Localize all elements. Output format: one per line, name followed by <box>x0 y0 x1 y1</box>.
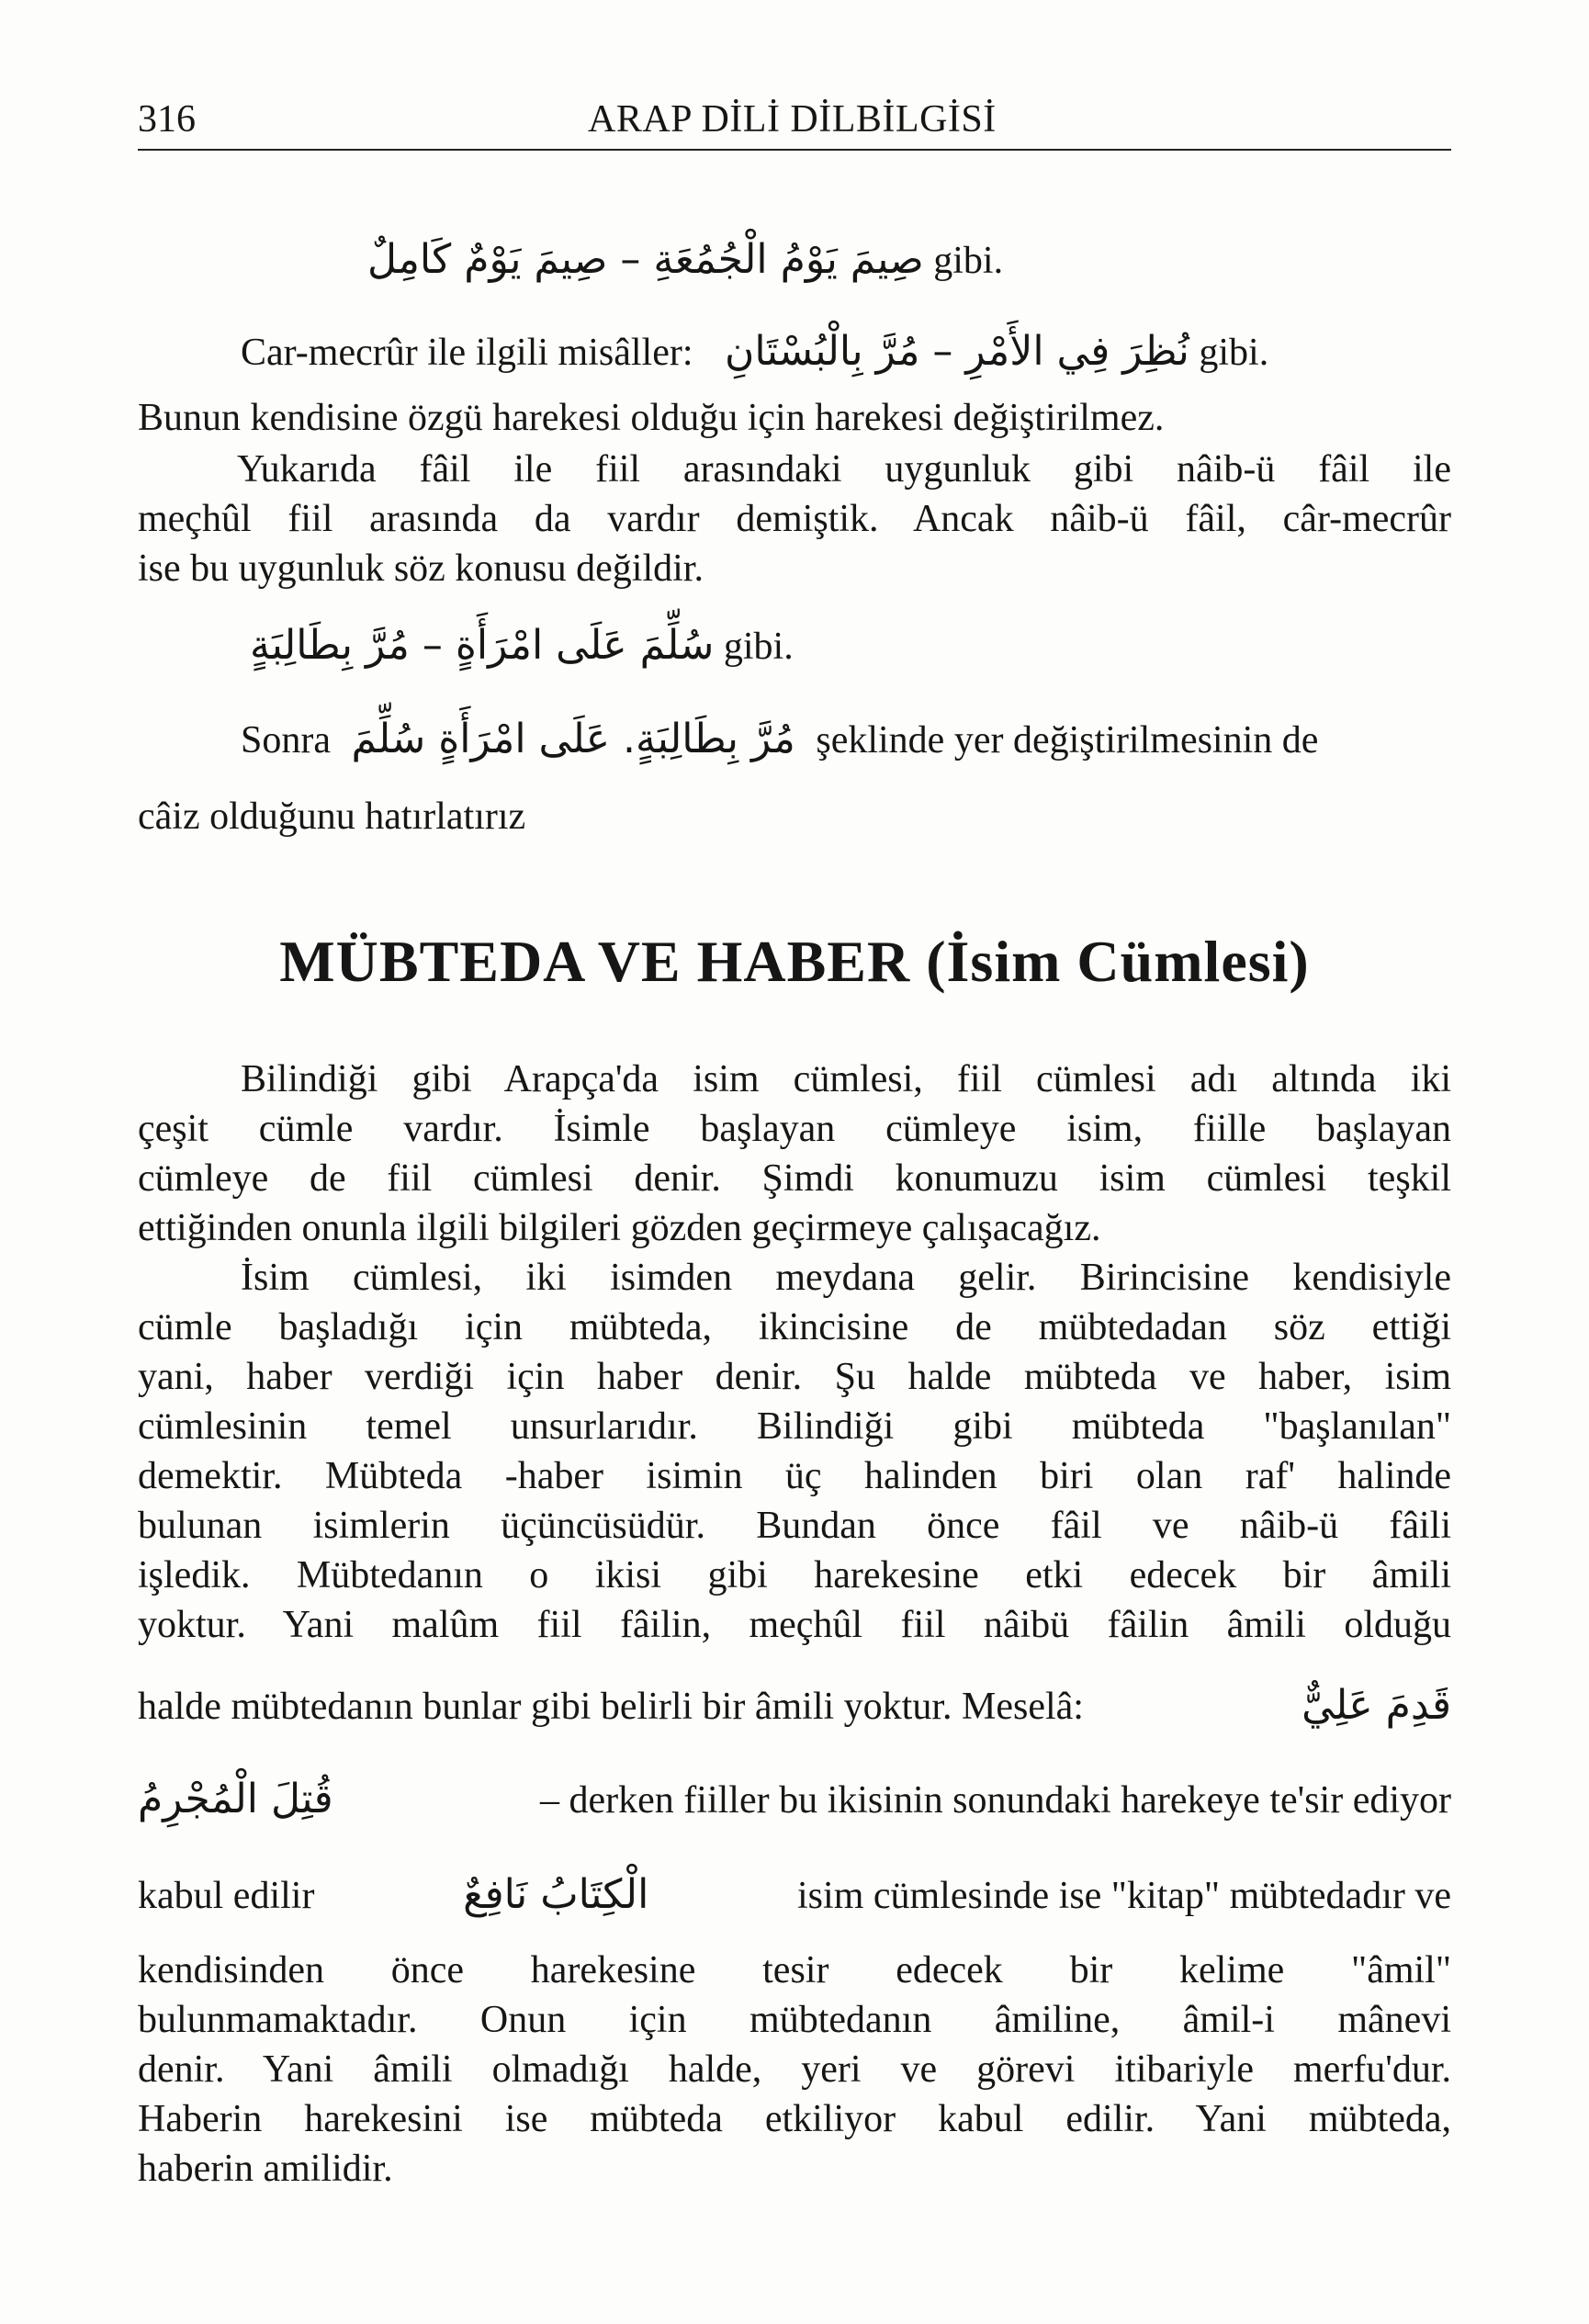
paragraph-1 <box>138 393 1451 443</box>
sonra-suffix: şeklinde yer değiştirilmesinin de <box>816 719 1319 762</box>
example-2 <box>241 327 1451 378</box>
text-line: cümle başladığı için mübteda, ikincisine de mübtedadan söz ettiği <box>138 1306 1451 1348</box>
text-line: İsim cümlesi, iki isimden meydana gelir. Birincisine kendisiyle <box>241 1257 1451 1299</box>
text-line: bulunan isimlerin üçüncüsüdür. Bundan önce fâil ve nâib-ü fâili <box>138 1505 1451 1547</box>
arabic-mesela: قَدِمَ عَلِيٌّ <box>1302 1682 1451 1729</box>
text-line: bulunmamaktadır. Onun için mübtedanın âmiline, âmil-i mânevi <box>138 1999 1451 2041</box>
sonra-line <box>241 715 1451 765</box>
paragraph-2 <box>138 445 1451 593</box>
example-1-suffix: gibi. <box>933 240 1004 282</box>
text-line: Bilindiği gibi Arapça'da isim cümlesi, fiil cümlesi adı altında iki <box>241 1058 1451 1100</box>
derken-line <box>138 1775 1451 1825</box>
running-title: ARAP DİLİ DİLBİLGİSİ <box>588 98 997 141</box>
mesela-text: halde mübtedanın bunlar gibi belirli bir âmili yoktur. Meselâ: <box>138 1686 1084 1728</box>
page-header <box>138 92 1451 151</box>
text-line: Haberin harekesini ise mübteda etkiliyor kabul edilir. Yani mübteda, <box>138 2098 1451 2140</box>
sonra-prefix: Sonra <box>241 719 331 762</box>
arabic-derken: قُتِلَ الْمُجْرِمُ <box>138 1776 333 1822</box>
text-line: ettiğinden onunla ilgili bilgileri gözden geçirmeye çalışacağız. <box>138 1207 1101 1249</box>
body-paragraph-b <box>138 1253 1451 1650</box>
text-line: haberin amilidir. <box>138 2148 393 2190</box>
page-number: 316 <box>138 98 196 141</box>
example-3 <box>250 621 794 671</box>
text-line: yani, haber verdiği için haber denir. Şu halde mübteda ve haber, isim <box>138 1356 1451 1398</box>
kabul-prefix: kabul edilir <box>138 1875 315 1917</box>
arabic-example-3: سُلِّمَ عَلَى امْرَأَةٍ – مُرَّ بِطَالِبَةٍ <box>250 622 715 669</box>
text-line: cümleye de fiil cümlesi denir. Şimdi konumuzu isim cümlesi teşkil <box>138 1157 1451 1200</box>
text-line: ise bu uygunluk söz konusu değildir. <box>138 547 704 590</box>
text-line: denir. Yani âmili olmadığı halde, yeri ve görevi itibariyle merfu'dur. <box>138 2048 1451 2091</box>
text-line: kendisinden önce harekesine tesir edecek bir kelime "âmil" <box>138 1949 1451 1991</box>
example-2-prefix: Car-mecrûr ile ilgili misâller: <box>241 332 693 374</box>
text-line: yoktur. Yani malûm fiil fâilin, meçhûl fiil nâibü fâilin âmili olduğu <box>138 1604 1451 1646</box>
text-line: cümlesinin temel unsurlarıdır. Bilindiği gibi mübteda "başlanılan" <box>138 1405 1451 1448</box>
body-paragraph-a <box>138 1055 1451 1253</box>
text-line: demektir. Mübteda -haber isimin üç halinden biri olan raf' halinde <box>138 1455 1451 1497</box>
section-heading: MÜBTEDA VE HABER (İsim Cümlesi) <box>279 929 1310 994</box>
sonra-cont-text: câiz olduğunu hatırlatırız <box>138 795 526 838</box>
text-line: Bunun kendisine özgü harekesi olduğu için harekesi değiştirilmez. <box>138 397 1165 439</box>
example-2-suffix: gibi. <box>1199 332 1269 374</box>
mesela-line <box>138 1681 1451 1732</box>
arabic-sonra: مُرَّ بِطَالِبَةٍ. عَلَى امْرَأَةٍ سُلِّمَ <box>351 716 795 762</box>
text-line: çeşit cümle vardır. İsimle başlayan cümleye isim, fiille başlayan <box>138 1108 1451 1150</box>
sonra-continuation <box>138 792 525 841</box>
example-1 <box>367 235 1003 286</box>
arabic-example-1: صِيمَ يَوْمُ الْجُمُعَةِ – صِيمَ يَوْمٌ كَامِلٌ <box>367 236 924 283</box>
arabic-kabul: الْكِتَابُ نَافِعٌ <box>463 1871 649 1918</box>
example-3-suffix: gibi. <box>723 626 794 668</box>
body-paragraph-c <box>138 1946 1451 2194</box>
text-line: işledik. Mübtedanın o ikisi gibi harekesine etki edecek bir âmili <box>138 1554 1451 1596</box>
kabul-suffix: isim cümlesinde ise "kitap" mübtedadır ve <box>797 1875 1451 1917</box>
arabic-example-2: نُظِرَ فِي الأَمْرِ – مُرَّ بِالْبُسْتَانِ <box>725 328 1189 375</box>
text-line: Yukarıda fâil ile fiil arasındaki uygunluk gibi nâib-ü fâil ile <box>237 448 1451 491</box>
kabul-line <box>138 1870 1451 1921</box>
text-line: meçhûl fiil arasında da vardır demiştik. Ancak nâib-ü fâil, câr-mecrûr <box>138 498 1451 540</box>
derken-text: – derken fiiller bu ikisinin sonundaki harekeye te'sir ediyor <box>540 1779 1451 1822</box>
